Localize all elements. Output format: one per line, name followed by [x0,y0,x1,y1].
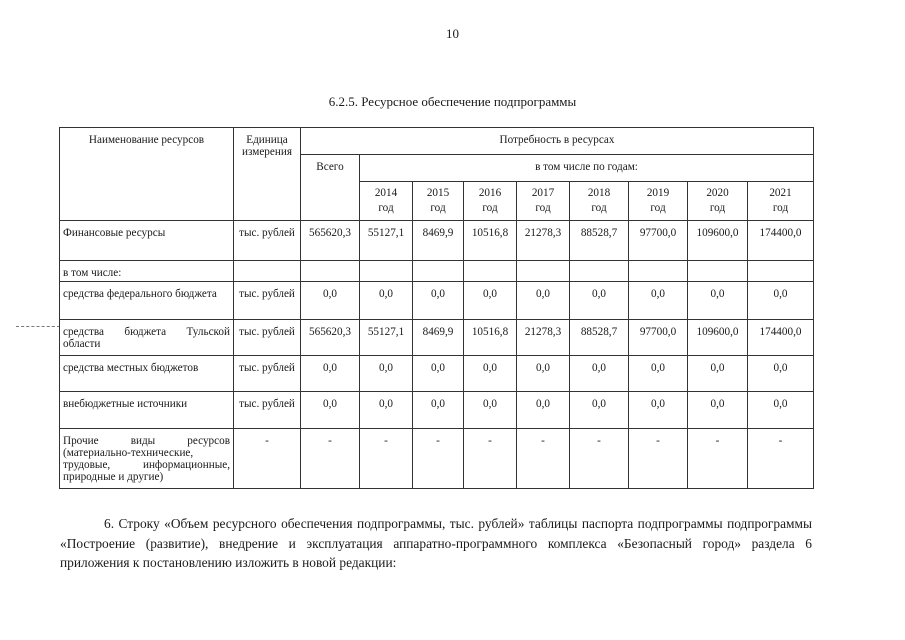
value-year: 0,0 [570,282,629,320]
value-total: 565620,3 [301,221,360,261]
row-name: средства бюджета Тульской области [60,320,234,356]
table-row [60,320,814,356]
row-name: Прочие виды ресурсов (материально-технические, трудовые, информационные, природные и другие) [60,429,234,489]
value-year: 0,0 [464,356,517,392]
value-year: 174400,0 [748,221,814,261]
value-year: 88528,7 [570,221,629,261]
value-year: 0,0 [517,282,570,320]
section-title: 6.2.5. Ресурсное обеспечение подпрограммы [328,94,577,109]
value-year: - [360,429,413,489]
year-label: 2021 [769,187,792,199]
row-unit: - [234,429,301,489]
row-unit [234,261,301,282]
row-unit: тыс. рублей [234,221,301,261]
header-year-2019 [629,182,688,221]
value-year: 0,0 [570,392,629,429]
value-year: - [517,429,570,489]
table-row [60,429,814,489]
value-year: 0,0 [517,392,570,429]
resource-table [59,127,814,489]
value-year: 21278,3 [517,221,570,261]
value-year: 0,0 [413,282,464,320]
table-row [60,221,814,261]
value-year: 0,0 [360,356,413,392]
value-year: - [413,429,464,489]
value-year: - [464,429,517,489]
table-row [60,282,814,320]
value-year: 55127,1 [360,320,413,356]
year-label: 2016 [478,187,502,199]
value-year: - [688,429,748,489]
row-name: средства местных бюджетов [60,356,234,392]
value-year: 55127,1 [360,221,413,261]
value-year [629,261,688,282]
row-unit: тыс. рублей [234,320,301,356]
value-year: 0,0 [360,392,413,429]
value-year [413,261,464,282]
year-suffix: год [650,202,666,214]
value-year: 109600,0 [688,221,748,261]
year-suffix: год [482,202,498,214]
value-year: 0,0 [360,282,413,320]
value-total [301,261,360,282]
row-name: внебюджетные источники [60,392,234,429]
value-year [517,261,570,282]
value-year: 8469,9 [413,221,464,261]
header-need: Потребность в ресурсах [301,128,814,155]
header-year-2018 [570,182,629,221]
value-year: 0,0 [464,392,517,429]
year-suffix: год [772,202,789,214]
value-total: 0,0 [301,392,360,429]
value-year: 97700,0 [629,221,688,261]
value-total: 565620,3 [301,320,360,356]
value-year: 174400,0 [748,320,814,356]
value-year: 0,0 [517,356,570,392]
value-year [748,261,814,282]
value-year: 8469,9 [413,320,464,356]
header-resource-name: Наименование ресурсов [60,128,234,221]
value-year: 0,0 [688,356,748,392]
table-row [60,392,814,429]
table-row [60,261,814,282]
value-year: 0,0 [629,392,688,429]
header-by-years: в том числе по годам: [360,155,814,182]
year-suffix: год [535,202,551,214]
value-year: 0,0 [688,282,748,320]
header-year-2020 [688,182,748,221]
year-label: 2020 [706,187,729,199]
value-year: 10516,8 [464,320,517,356]
year-suffix: год [378,202,394,214]
header-unit: Единица измерения [234,128,301,221]
header-year-2014 [360,182,413,221]
value-year: - [570,429,629,489]
year-label: 2014 [374,187,398,199]
value-year [360,261,413,282]
value-year [688,261,748,282]
year-suffix: год [591,202,607,214]
year-suffix: год [709,202,726,214]
row-name: в том числе: [60,261,234,282]
value-year: 0,0 [748,392,814,429]
header-year-2017 [517,182,570,221]
value-year: 0,0 [570,356,629,392]
value-year: 21278,3 [517,320,570,356]
year-label: 2018 [587,187,611,199]
value-year: - [629,429,688,489]
row-name: средства федерального бюджета [60,282,234,320]
header-year-2015 [413,182,464,221]
value-year: 0,0 [464,282,517,320]
year-suffix: год [430,202,446,214]
year-label: 2019 [646,187,670,199]
value-total: 0,0 [301,356,360,392]
body-paragraph: 6. Строку «Объем ресурсного обеспечения подпрограммы, тыс. рублей» таблицы паспорта подпрограммы подпрограммы «Построение (развитие), внедрение и эксплуатация аппаратно-программного комплекса «Безопасный город» раздела 6 приложения к постановлению изложить в новой редакции: [60,516,812,570]
value-year: 10516,8 [464,221,517,261]
header-year-2016 [464,182,517,221]
row-unit: тыс. рублей [234,282,301,320]
row-unit: тыс. рублей [234,356,301,392]
header-total: Всего [301,155,360,221]
row-unit: тыс. рублей [234,392,301,429]
year-label: 2015 [426,187,450,199]
value-year: 0,0 [413,392,464,429]
value-year: 0,0 [629,356,688,392]
row-name: Финансовые ресурсы [60,221,234,261]
value-year: 97700,0 [629,320,688,356]
value-year: 0,0 [688,392,748,429]
value-year [464,261,517,282]
page-number: 10 [446,26,459,41]
value-year: 0,0 [748,282,814,320]
value-year: 0,0 [748,356,814,392]
margin-dash-mark [16,326,60,327]
value-year: 109600,0 [688,320,748,356]
table-row [60,356,814,392]
value-year: 88528,7 [570,320,629,356]
value-year [570,261,629,282]
value-total: - [301,429,360,489]
value-year: 0,0 [413,356,464,392]
value-year: 0,0 [629,282,688,320]
header-year-2021 [748,182,814,221]
value-total: 0,0 [301,282,360,320]
year-label: 2017 [531,187,555,199]
value-year: - [748,429,814,489]
